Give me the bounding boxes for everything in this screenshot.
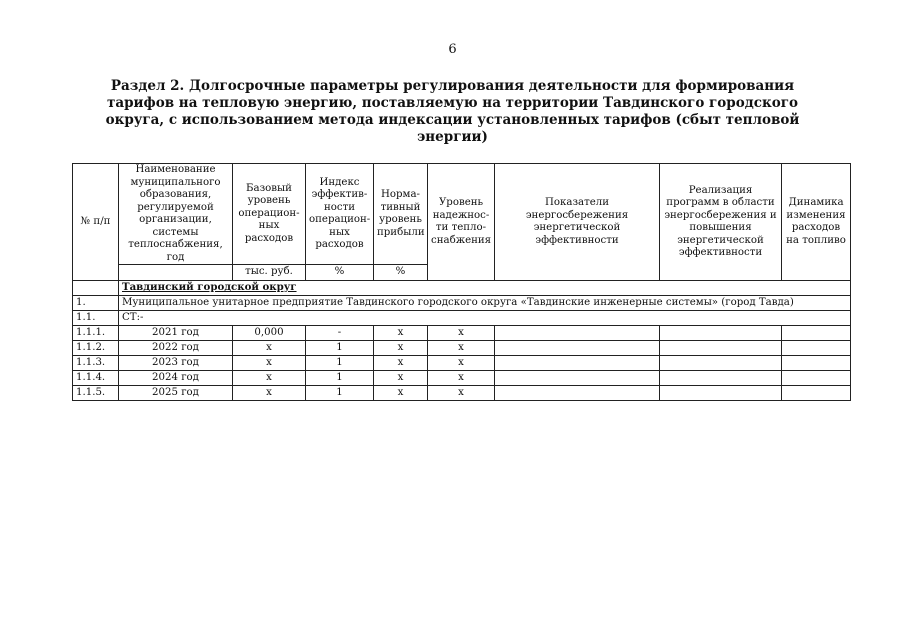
row-dynamics (782, 356, 851, 371)
section-title: Раздел 2. Долгосрочные параметры регулирования деятельности для формирования тарифов на тепловую энергию, поставляемую на территории Тавдинского городского округа, с использованием метода индексации установленных тарифов (сбыт тепловой энергии) (105, 78, 800, 145)
row-program (660, 371, 782, 386)
org-name: Муниципальное унитарное предприятие Тавдинского городского округа «Тавдинские инженерные системы» (город Тавда) (119, 296, 851, 311)
row-year: 2022 год (119, 341, 233, 356)
row-base: х (233, 341, 306, 356)
row-energy (495, 341, 660, 356)
row-index: 1 (306, 371, 374, 386)
section-num-cell (73, 281, 119, 296)
row-profit: х (374, 356, 428, 371)
row-num: 1.1.2. (73, 341, 119, 356)
row-year: 2021 год (119, 326, 233, 341)
row-profit: х (374, 371, 428, 386)
unit-base: тыс. руб. (233, 265, 306, 281)
header-name: Наименование муниципального образования, регулируемой организации, системы теплоснабжения, год (119, 164, 233, 265)
page-number: 6 (448, 42, 457, 57)
row-num: 1.1.5. (73, 386, 119, 401)
header-index: Индекс эффектив-ности операцион-ных расходов (306, 164, 374, 265)
header-programs: Реализация программ в области энергосбережения и повышения энергетической эффективности (660, 164, 782, 281)
table-row (73, 371, 851, 386)
row-reliability: х (428, 386, 495, 401)
row-dynamics (782, 326, 851, 341)
row-energy (495, 326, 660, 341)
parameters-table (72, 163, 851, 401)
row-dynamics (782, 386, 851, 401)
row-profit: х (374, 341, 428, 356)
header-num: № п/п (73, 164, 119, 281)
header-reliability: Уровень надежнос-ти тепло-снабжения (428, 164, 495, 281)
table-row (73, 386, 851, 401)
row-base: х (233, 356, 306, 371)
table-row (73, 341, 851, 356)
row-energy (495, 356, 660, 371)
row-reliability: х (428, 341, 495, 356)
row-num: 1.1.3. (73, 356, 119, 371)
row-base: х (233, 371, 306, 386)
row-index: 1 (306, 386, 374, 401)
system-num: 1.1. (73, 311, 119, 326)
header-base: Базовый уровень операцион-ных расходов (233, 164, 306, 265)
row-index: - (306, 326, 374, 341)
row-energy (495, 371, 660, 386)
unit-index: % (306, 265, 374, 281)
row-program (660, 326, 782, 341)
row-year: 2024 год (119, 371, 233, 386)
row-base: 0,000 (233, 326, 306, 341)
row-num: 1.1.1. (73, 326, 119, 341)
org-num: 1. (73, 296, 119, 311)
row-base: х (233, 386, 306, 401)
row-reliability: х (428, 326, 495, 341)
header-fuel-dynamics: Динамика изменения расходов на топливо (782, 164, 851, 281)
row-dynamics (782, 341, 851, 356)
row-year: 2023 год (119, 356, 233, 371)
row-reliability: х (428, 356, 495, 371)
row-profit: х (374, 386, 428, 401)
header-energy-indicators: Показатели энергосбережения энергетической эффективности (495, 164, 660, 281)
row-energy (495, 386, 660, 401)
row-program (660, 386, 782, 401)
unit-profit: % (374, 265, 428, 281)
header-profit: Норма-тивный уровень прибыли (374, 164, 428, 265)
row-profit: х (374, 326, 428, 341)
system-name: СТ:- (119, 311, 851, 326)
table-row (73, 356, 851, 371)
row-program (660, 356, 782, 371)
row-index: 1 (306, 356, 374, 371)
section-name: Тавдинский городской округ (119, 281, 851, 296)
table-row (73, 326, 851, 341)
row-num: 1.1.4. (73, 371, 119, 386)
row-year: 2025 год (119, 386, 233, 401)
row-program (660, 341, 782, 356)
header-name-unit (119, 265, 233, 281)
row-reliability: х (428, 371, 495, 386)
row-index: 1 (306, 341, 374, 356)
row-dynamics (782, 371, 851, 386)
